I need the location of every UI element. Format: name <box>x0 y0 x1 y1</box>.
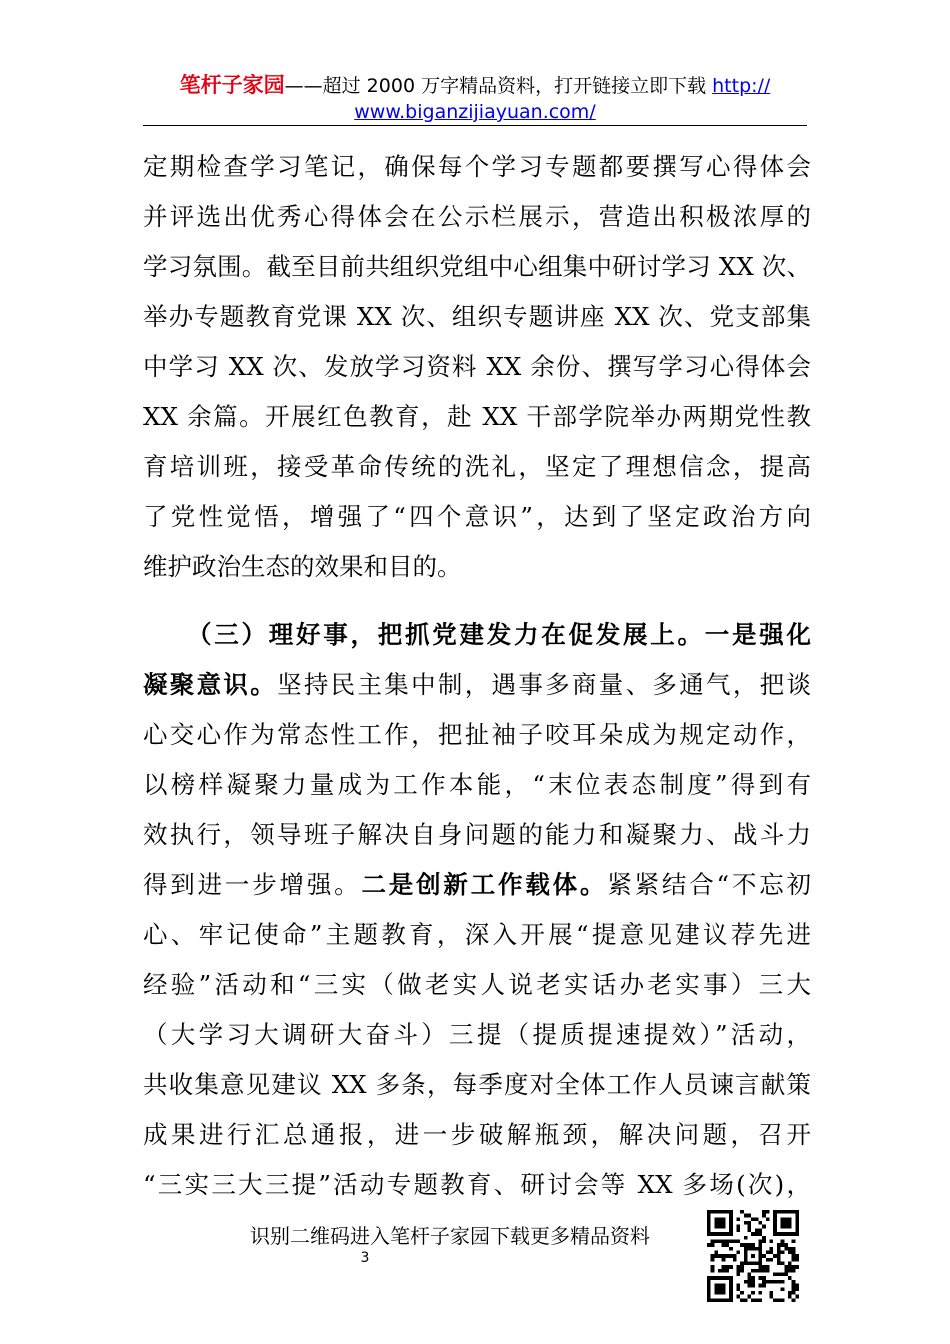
text-run: 中学习 XX 次、发放学习资料 XX 余份、撰写学习心得体会 <box>143 352 811 381</box>
text-run: 举办专题教育党课 XX 次、组织专题讲座 XX 次、党支部集 <box>143 302 811 331</box>
text-line <box>143 660 811 710</box>
text-run: 得到进一步增强。 <box>143 870 362 899</box>
text-run: 以榜样凝聚力量成为工作本能，“末位表态制度”得到有 <box>143 770 811 799</box>
text-line <box>143 1060 811 1110</box>
text-run: 心交心作为常态性工作，把扯袖子咬耳朵成为规定动作， <box>143 720 811 749</box>
text-run: 了党性觉悟，增强了“四个意识”，达到了坚定政治方向 <box>143 502 811 531</box>
page-number: 3 <box>360 1250 370 1266</box>
text-line <box>143 192 811 242</box>
text-run: 成果进行汇总通报，进一步破解瓶颈，解决问题，召开 <box>143 1120 811 1149</box>
text-run: 并评选出优秀心得体会在公示栏展示，营造出积极浓厚的 <box>143 202 811 231</box>
site-link-part1[interactable]: http:// <box>712 75 771 97</box>
text-line <box>143 1010 811 1060</box>
text-run: “三实三大三提”活动专题教育、研讨会等 XX 多场(次)， <box>143 1170 811 1199</box>
text-run: （大学习大调研大奋斗）三提（提质提速提效）”活动， <box>143 1020 811 1049</box>
text-line <box>143 910 811 960</box>
text-run: 维护政治生态的效果和目的。 <box>143 552 462 581</box>
text-line <box>143 1110 811 1160</box>
text-line <box>143 342 811 392</box>
text-line <box>143 760 811 810</box>
text-run: 共收集意见建议 XX 多条，每季度对全体工作人员谏言献策 <box>143 1070 811 1099</box>
text-line <box>143 242 811 292</box>
text-line <box>143 292 811 342</box>
paragraph-gap <box>143 592 811 610</box>
bold-text: 凝聚意识。 <box>143 670 278 699</box>
page-header <box>140 72 810 125</box>
text-run: 定期检查学习笔记，确保每个学习专题都要撰写心得体会 <box>143 152 811 181</box>
text-run: 紧紧结合“不忘初 <box>607 870 811 899</box>
text-line <box>143 810 811 860</box>
text-line <box>143 492 811 542</box>
text-run: 坚持民主集中制，遇事多商量、多通气，把谈 <box>277 670 811 699</box>
site-brand: 笔杆子家园 <box>179 73 285 97</box>
text-line <box>143 610 811 660</box>
text-line <box>143 142 811 192</box>
footer-text: 识别二维码进入笔杆子家园下载更多精品资料 <box>250 1224 650 1248</box>
document-body <box>143 142 811 1210</box>
text-run: 经验”活动和“三实（做老实人说老实话办老实事）三大 <box>143 970 811 999</box>
header-divider <box>143 125 807 126</box>
text-run: 效执行，领导班子解决自身问题的能力和凝聚力、战斗力 <box>143 820 811 849</box>
text-line <box>143 442 811 492</box>
site-link-part2[interactable]: www.biganzijiayuan.com/ <box>354 101 596 123</box>
text-line <box>143 960 811 1010</box>
text-line <box>143 392 811 442</box>
text-run: XX 余篇。开展红色教育，赴 XX 干部学院举办两期党性教 <box>143 402 811 431</box>
qr-code-icon <box>707 1210 799 1302</box>
text-line <box>143 1160 811 1210</box>
bold-text: （三）理好事，把抓党建发力在促发展上。一是强化 <box>187 620 811 649</box>
text-run: 育培训班，接受革命传统的洗礼，坚定了理想信念，提高 <box>143 452 811 481</box>
text-run: 学习氛围。截至目前共组织党组中心组集中研讨学习 XX 次、 <box>143 252 811 281</box>
text-line <box>143 542 811 592</box>
text-run: 心、牢记使命”主题教育，深入开展“提意见建议荐先进 <box>143 920 811 949</box>
bold-text: 二是创新工作载体。 <box>361 870 608 899</box>
text-line <box>143 710 811 760</box>
text-line <box>143 860 811 910</box>
header-tagline: ——超过 2000 万字精品资料，打开链接立即下载 <box>284 75 713 97</box>
